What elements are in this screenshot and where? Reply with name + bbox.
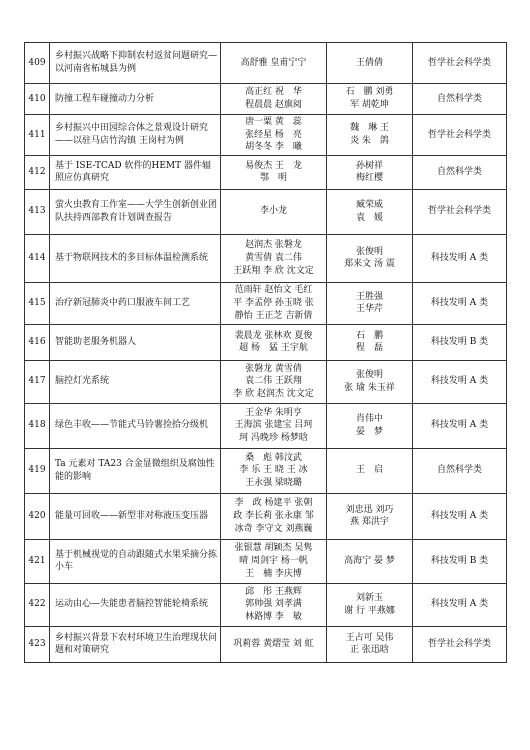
- team-members: [221, 493, 327, 539]
- member-line: 范雨轩 赵怡文 毛红: [234, 285, 313, 296]
- project-number: 418: [25, 403, 50, 448]
- advisors: [327, 403, 413, 448]
- team-members: [221, 583, 327, 626]
- member-line: 冰奇 李守文 刘燕巍: [234, 523, 313, 534]
- advisor-line: 袁 媛: [355, 212, 383, 223]
- member-line: 超 杨 猛 王宇航: [239, 343, 308, 354]
- advisors: [327, 626, 413, 662]
- team-members: [221, 403, 327, 448]
- table-row: [25, 43, 507, 84]
- project-title: 智能助老服务机器人: [50, 324, 221, 360]
- project-title: 基于 ISE-TCAD 软件的HEMT 器件辐照应仿真研究: [50, 155, 221, 189]
- team-members: [221, 43, 327, 84]
- member-line: 政 李长莉 张永康 邹: [233, 510, 314, 521]
- member-line: 郭帅强 刘孝满: [245, 599, 302, 610]
- project-category: 科技发明 A 类: [413, 493, 507, 539]
- project-number: 416: [25, 324, 50, 360]
- member-line: 胡冬冬 李 曦: [245, 142, 302, 153]
- table-row: [25, 115, 507, 156]
- member-line: 李 政 杨建平 张朝: [234, 498, 313, 509]
- team-members: [221, 360, 327, 403]
- team-members: [221, 448, 327, 493]
- project-category: 科技发明 A 类: [413, 360, 507, 403]
- member-line: 林路博 李 敏: [245, 612, 302, 623]
- advisors: [327, 448, 413, 493]
- project-category: 哲学社会科学类: [413, 189, 507, 234]
- table-row: [25, 155, 507, 189]
- project-number: 417: [25, 360, 50, 403]
- project-number: 419: [25, 448, 50, 493]
- advisor-line: 刘忠迅 刘巧: [345, 504, 394, 515]
- member-line: 平 李孟停 孙玉晓 张: [233, 297, 314, 308]
- member-line: 晴 周剑宇 杨一帆: [239, 555, 308, 566]
- advisor-line: 正 张迅晗: [350, 645, 389, 656]
- project-category: 科技发明 A 类: [413, 282, 507, 324]
- member-line: 李 欣 赵润杰 沈文定: [233, 389, 314, 400]
- project-title: 防撞工程车碰撞动力分析: [50, 84, 221, 115]
- advisor-line: 王倩倩: [355, 57, 383, 68]
- project-category: 科技发明 B 类: [413, 539, 507, 583]
- advisors: [327, 493, 413, 539]
- project-title: Ta 元素对 TA23 合金显微组织及腐蚀性能的影响: [50, 448, 221, 493]
- member-line: 张经星 杨 亮: [245, 129, 302, 140]
- advisors: [327, 155, 413, 189]
- team-members: [221, 539, 327, 583]
- advisor-line: 张 瑜 朱玉祥: [344, 382, 395, 393]
- advisor-line: 肖伟中: [355, 414, 383, 425]
- advisors: [327, 43, 413, 84]
- project-number: 409: [25, 43, 50, 84]
- table-row: [25, 234, 507, 282]
- project-category: 自然科学类: [413, 155, 507, 189]
- project-number: 415: [25, 282, 50, 324]
- project-number: 420: [25, 493, 50, 539]
- team-members: [221, 282, 327, 324]
- member-line: 程晨晨 赵旗阅: [245, 100, 302, 110]
- table-row: [25, 448, 507, 493]
- table-row: [25, 189, 507, 234]
- table-row: [25, 282, 507, 324]
- table-row: [25, 583, 507, 626]
- project-number: 413: [25, 189, 50, 234]
- project-title: 乡村振兴战略下抑制农村返贫问题研究—以河南省柘城县为例: [50, 43, 221, 84]
- project-title: 脑控灯光系统: [50, 360, 221, 403]
- project-title: 乡村振兴中田园综合体之景观设计研究——以驻马店竹沟镇 王岗村为例: [50, 115, 221, 156]
- advisors: [327, 324, 413, 360]
- table-row: [25, 626, 507, 662]
- project-title: 萤火虫教育工作室——大学生创新创业团队扶持西部教育计划调查报告: [50, 189, 221, 234]
- project-title: 运动由心—失能患者脑控智能轮椅系统: [50, 583, 221, 626]
- member-line: 鄂 明: [259, 173, 287, 184]
- member-line: 赵润杰 张磐龙: [245, 240, 302, 251]
- table-row: [25, 539, 507, 583]
- advisor-line: 程 磊: [355, 343, 383, 354]
- member-line: 唐一粟 黄 蕊: [245, 117, 302, 127]
- team-members: [221, 115, 327, 156]
- advisor-line: 张俊明: [355, 370, 383, 381]
- team-members: [221, 84, 327, 115]
- team-members: [221, 626, 327, 662]
- advisor-line: 军 胡乾坤: [350, 100, 389, 110]
- project-number: 412: [25, 155, 50, 189]
- table-body: [25, 43, 507, 663]
- member-line: 黄雪倩 袁二伟: [245, 252, 302, 263]
- project-number: 414: [25, 234, 50, 282]
- advisors: [327, 234, 413, 282]
- project-title: 绿色丰收——节能式马铃薯捡拾分级机: [50, 403, 221, 448]
- project-category: 自然科学类: [413, 448, 507, 493]
- advisor-line: 王胜强: [355, 291, 383, 302]
- project-number: 410: [25, 84, 50, 115]
- advisors: [327, 115, 413, 156]
- team-members: [221, 324, 327, 360]
- member-line: 袁二伟 王跃翔: [245, 376, 302, 387]
- project-category: 自然科学类: [413, 84, 507, 115]
- team-members: [221, 155, 327, 189]
- team-members: [221, 189, 327, 234]
- member-line: 王跃翔 李 欣 沈文定: [233, 265, 314, 276]
- table-row: [25, 324, 507, 360]
- advisor-line: 高海宁 晏 梦: [344, 555, 395, 566]
- project-category: 科技发明 A 类: [413, 403, 507, 448]
- project-number: 422: [25, 583, 50, 626]
- advisors: [327, 583, 413, 626]
- member-line: 李 乐 王 晓 王 冰: [239, 465, 308, 476]
- project-title: 乡村振兴背景下农村环境卫生治理现状问题和对策研究: [50, 626, 221, 662]
- advisor-line: 王 启: [355, 465, 383, 476]
- project-number: 421: [25, 539, 50, 583]
- advisor-line: 魏 琳 王: [350, 123, 389, 134]
- member-line: 桑 彪 韩汶武: [245, 452, 302, 463]
- project-category: 科技发明 A 类: [413, 234, 507, 282]
- advisor-line: 谢 行 平燕娜: [344, 605, 395, 616]
- advisors: [327, 189, 413, 234]
- project-category: 科技发明 A 类: [413, 583, 507, 626]
- advisors: [327, 360, 413, 403]
- project-title: 基于物联网技术的多目标体温检测系统: [50, 234, 221, 282]
- member-line: 王永强 梁晓璐: [245, 478, 302, 489]
- table-row: [25, 360, 507, 403]
- advisor-line: 臧荣威: [355, 200, 383, 211]
- advisor-line: 燕 郑洪宇: [350, 517, 389, 528]
- project-category: 科技发明 B 类: [413, 324, 507, 360]
- advisor-line: 郑来文 汤 震: [344, 259, 395, 270]
- advisor-line: 孙树祥: [355, 160, 383, 171]
- project-title: 基于机械视觉的自动跟随式水果采摘分拣小车: [50, 539, 221, 583]
- member-line: 珂 冯晚珍 杨梦晗: [239, 433, 308, 444]
- member-line: 易俊杰 王 龙: [245, 160, 302, 171]
- advisors: [327, 282, 413, 324]
- project-title: 能量可回收——新型非对称液压变压器: [50, 493, 221, 539]
- member-line: 王金华 朱明亨: [245, 407, 302, 418]
- advisor-line: 刘新玉: [355, 593, 383, 604]
- advisor-line: 石 鹏: [355, 330, 383, 341]
- project-number: 411: [25, 115, 50, 156]
- member-line: 巩莉蓉 黄熠莹 刘 虹: [233, 638, 314, 649]
- project-number: 423: [25, 626, 50, 662]
- member-line: 高舒雅 皇甫宁宁: [240, 57, 307, 68]
- advisor-line: 王华芹: [355, 304, 383, 315]
- advisors: [327, 84, 413, 115]
- project-title: 治疗新冠肺炎中药口服液车间工艺: [50, 282, 221, 324]
- team-members: [221, 234, 327, 282]
- member-line: 高正红 祝 华: [245, 87, 302, 98]
- project-table: [24, 42, 507, 663]
- advisor-line: 张俊明: [355, 246, 383, 257]
- member-line: 李小龙: [259, 206, 287, 217]
- member-line: 张磐龙 黄雪倩: [245, 363, 302, 374]
- advisor-line: 梅红樱: [355, 173, 383, 184]
- table-row: [25, 403, 507, 448]
- member-line: 王 楠 李庆博: [245, 568, 302, 579]
- member-line: 王海滨 张建宝 吕珂: [234, 420, 313, 431]
- project-category: 哲学社会科学类: [413, 115, 507, 156]
- member-line: 静怡 王正芝 吉新倩: [234, 310, 313, 321]
- advisor-line: 炎 朱 鸽: [350, 135, 389, 146]
- advisor-line: 石 鹏 刘勇: [345, 87, 394, 98]
- project-category: 哲学社会科学类: [413, 626, 507, 662]
- advisors: [327, 539, 413, 583]
- table-row: [25, 84, 507, 115]
- project-category: 哲学社会科学类: [413, 43, 507, 84]
- member-line: 裴晨龙 张林欢 夏俊: [234, 330, 313, 341]
- advisor-line: 王占可 吴伟: [345, 632, 394, 643]
- advisor-line: 晏 梦: [355, 426, 383, 437]
- table-row: [25, 493, 507, 539]
- member-line: 邱 彤 王燕辉: [245, 586, 302, 597]
- member-line: 张银慧 胡颖杰 吴隽: [234, 543, 313, 554]
